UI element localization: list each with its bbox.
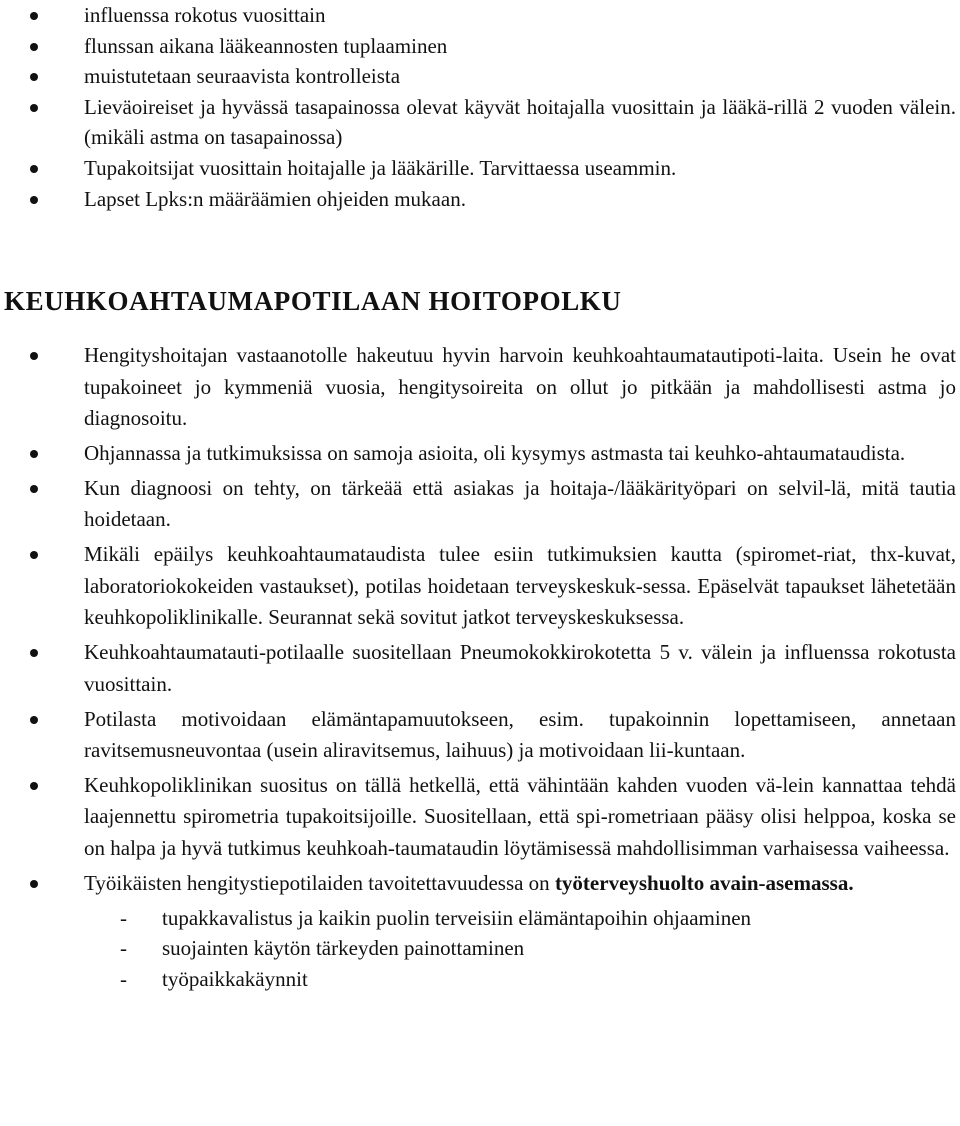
list-item-text: Lapset Lpks:n määräämien ohjeiden mukaan. (84, 186, 466, 211)
list-item (84, 539, 956, 633)
list-item-text: Potilasta motivoidaan elämäntapamuutokseen, esim. tupakoinnin lopettamiseen, annetaan ravitsemusneuvontaa (usein aliravitsemus, laihuus) ja motivoidaan lii-kuntaan. (84, 706, 956, 762)
bullet-icon (30, 551, 38, 559)
dash-list-item (120, 964, 960, 995)
list-item-text: Kun diagnoosi on tehty, on tärkeää että asiakas ja hoitaja-/lääkärityöpari on selvil-lä, mitä tautia hoidetaan. (84, 475, 956, 532)
list-item-text: flunssan aikana lääkeannosten tuplaaminen (84, 33, 448, 58)
emphasis-text: työterveyshuolto avain-asemassa. (554, 870, 854, 895)
list-item-text: Lieväoireiset ja hyvässä tasapainossa olevat käyvät hoitajalla vuosittain ja lääkä-rillä 2 vuoden välein. (mikäli astma on tasapainossa) (84, 94, 956, 150)
list-item (84, 868, 956, 899)
list-item (84, 438, 956, 469)
list-item (84, 61, 956, 92)
list-item-text: Keuhkoahtaumatauti-potilaalle suositellaan Pneumokokkirokotetta 5 v. välein ja influenssa rokotusta vuosittain. (84, 640, 956, 696)
bullet-icon (30, 352, 38, 360)
bullet-icon (30, 43, 38, 51)
bullet-icon (30, 450, 38, 458)
list-item (84, 473, 956, 536)
bullet-icon (30, 12, 38, 20)
list-item-text: Työikäisten hengitystiepotilaiden tavoitettavuudessa on (84, 870, 555, 895)
list-item (84, 31, 956, 62)
dash-marker: - (120, 936, 127, 961)
bullet-icon (30, 782, 38, 790)
dash-item-text: suojainten käytön tärkeyden painottaminen (162, 936, 525, 961)
list-item-text: Tupakoitsijat vuosittain hoitajalle ja lääkärille. Tarvittaessa useammin. (84, 155, 677, 180)
bullet-icon (30, 485, 38, 493)
dash-item-text: työpaikkakäynnit (162, 967, 308, 991)
bullet-icon (30, 196, 38, 204)
bullet-icon (30, 73, 38, 81)
list-item (84, 153, 956, 184)
top-bullet-list (0, 0, 960, 214)
list-item (84, 340, 956, 434)
list-item-text: muistutetaan seuraavista kontrolleista (84, 64, 401, 89)
bullet-icon (30, 716, 38, 724)
bullet-icon (30, 165, 38, 173)
list-item (84, 704, 956, 767)
list-item-text: Keuhkopoliklinikan suositus on tällä hetkellä, että vähintään kahden vuoden vä-lein kannattaa tehdä laajennettu spirometria tupakoitsijoille. Suositellaan, että spi-rometriaan pääsy olisi helppoa, koska se on halpa ja hyvä tutkimus keuhkoah-taumataudin löytämisessä mahdollisimman varhaisessa vaiheessa. (84, 773, 956, 860)
main-bullet-list (0, 340, 960, 899)
bullet-icon (30, 880, 38, 888)
bullet-icon (30, 104, 38, 112)
dash-marker: - (120, 967, 127, 991)
list-item-text: Mikäli epäilys keuhkoahtaumataudista tulee esiin tutkimuksien kautta (spiromet-riat, thx-kuvat, laboratoriokokeiden vastaukset), potilas hoidetaan terveyskeskuk-sessa. Epäselvät tapaukset lähetetään keuhkopoliklinikalle. Seurannat sekä sovitut jatkot terveyskeskuksessa. (84, 542, 956, 630)
list-item (84, 770, 956, 864)
list-item-text: Ohjannassa ja tutkimuksissa on samoja asioita, oli kysymys astmasta tai keuhko-ahtaumataudista. (84, 440, 906, 465)
dash-item-text: tupakkavalistus ja kaikin puolin terveisiin elämäntapoihin ohjaaminen (162, 905, 752, 930)
list-item-text: influenssa rokotus vuosittain (84, 3, 326, 27)
list-item (84, 637, 956, 700)
dash-list (0, 903, 960, 995)
bullet-icon (30, 649, 38, 657)
list-item (84, 0, 956, 31)
section-heading: KEUHKOAHTAUMAPOTILAAN HOITOPOLKU (4, 286, 622, 317)
dash-marker: - (120, 905, 127, 930)
dash-list-item (120, 903, 960, 934)
list-item (84, 92, 956, 153)
list-item-text: Hengityshoitajan vastaanotolle hakeutuu hyvin harvoin keuhkoahtaumatautipoti-laita. Usein he ovat tupakoineet jo kymmeniä vuosia, hengitysoireita on ollut jo pitkään ja mahdollisesti astma jo diagnosoitu. (84, 343, 956, 430)
dash-list-item (120, 933, 960, 964)
list-item (84, 184, 956, 215)
